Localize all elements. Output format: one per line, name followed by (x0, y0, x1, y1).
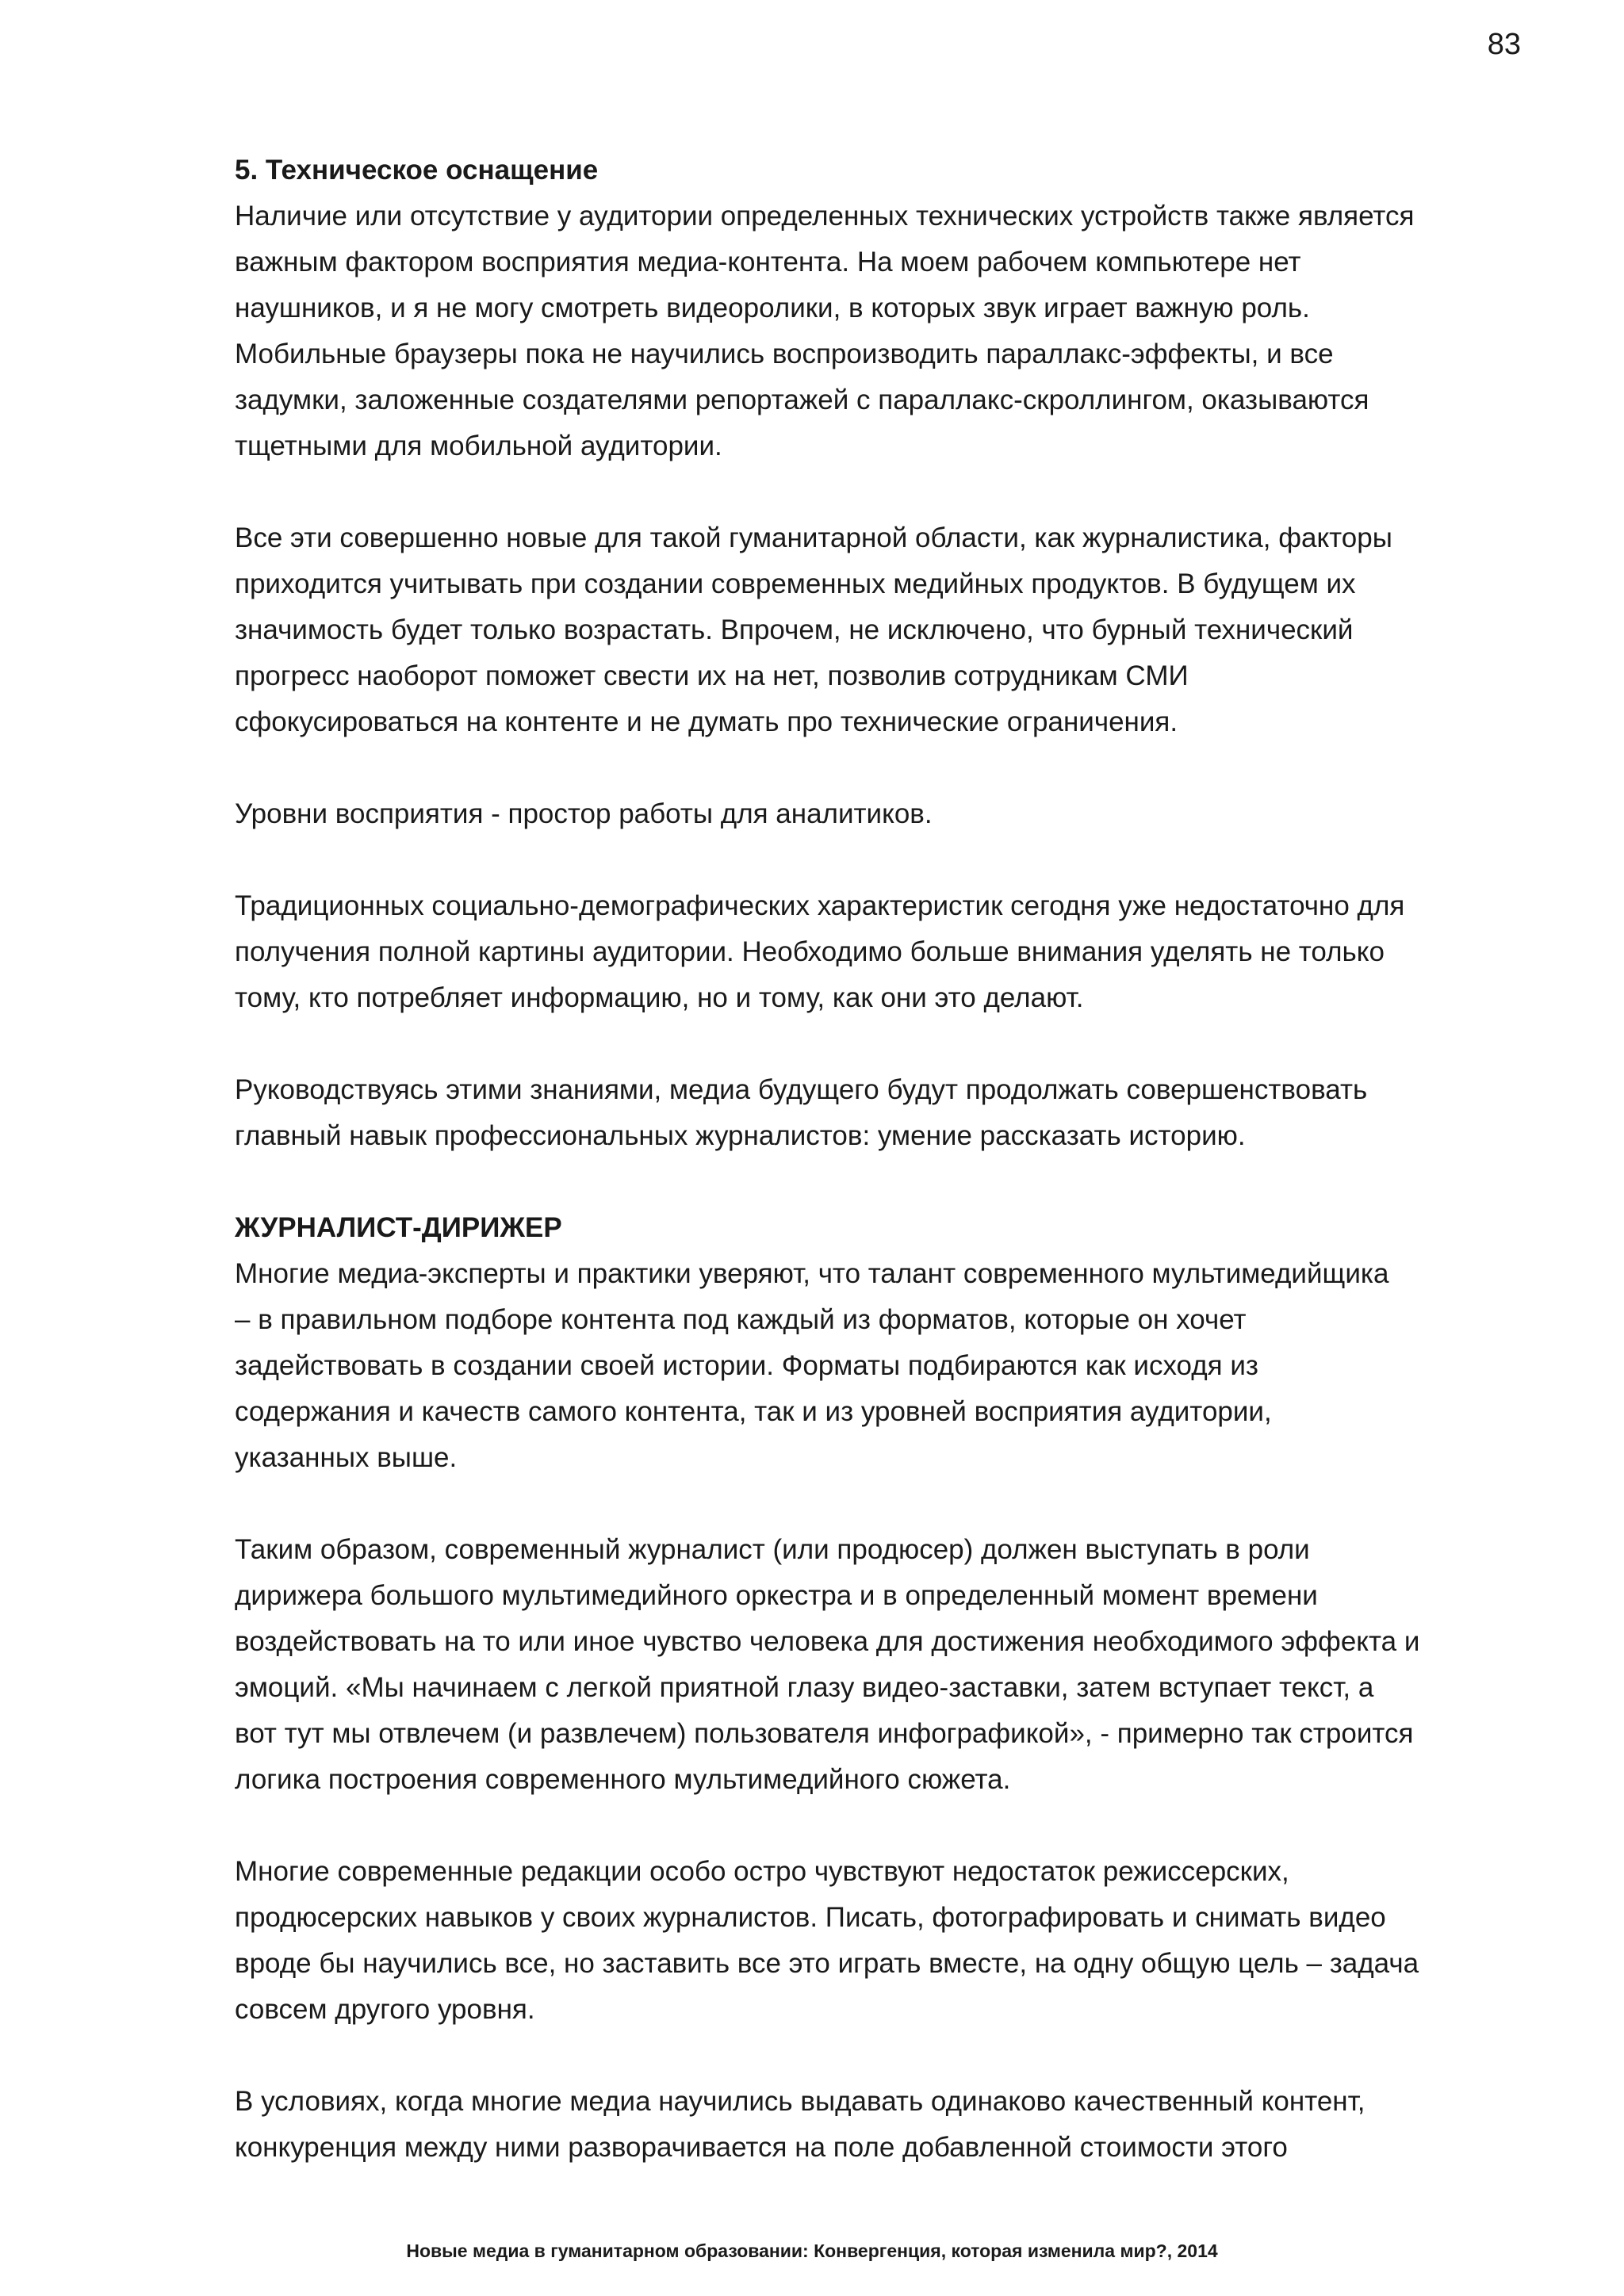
text-line: наушников, и я не могу смотреть видеоролики, в которых звук играет важную роль. (235, 293, 1310, 323)
text-line: Наличие или отсутствие у аудитории определенных технических устройств также является (235, 201, 1415, 232)
text-line: вот тут мы отвлечем (и развлечем) пользователя инфографикой», - примерно так строится (235, 1718, 1414, 1749)
paragraph-gap (235, 1803, 1532, 1849)
text-line: задействовать в создании своей истории. Форматы подбираются как исходя из (235, 1350, 1258, 1381)
section-heading: 5. Техническое оснащение (235, 155, 599, 186)
paragraph-gap (235, 1021, 1532, 1067)
text-line: Руководствуясь этими знаниями, медиа будущего будут продолжать совершенствовать (235, 1074, 1368, 1105)
text-line: дирижера большого мультимедийного оркестра и в определенный момент времени (235, 1580, 1318, 1611)
text-line: указанных выше. (235, 1442, 458, 1473)
paragraph-gap (235, 745, 1532, 791)
paragraph-gap (235, 2033, 1532, 2079)
section-heading: ЖУРНАЛИСТ-ДИРИЖЕР (235, 1212, 562, 1243)
text-line: эмоций. «Мы начинаем с легкой приятной глазу видео-заставки, затем вступает текст, а (235, 1672, 1374, 1703)
text-line: Таким образом, современный журналист (или продюсер) должен выступать в роли (235, 1534, 1310, 1565)
text-line: продюсерских навыков у своих журналистов. Писать, фотографировать и снимать видео (235, 1902, 1386, 1933)
page-number: 83 (1487, 28, 1521, 61)
paragraph-gap (235, 837, 1532, 883)
paragraph-gap (235, 1481, 1532, 1527)
document-body (235, 147, 1532, 2171)
text-line: главный навык профессиональных журналистов: умение рассказать историю. (235, 1120, 1246, 1151)
page-footer: Новые медиа в гуманитарном образовании: Конвергенция, которая изменила мир?, 2014 (406, 2241, 1218, 2261)
text-line: значимость будет только возрастать. Впрочем, не исключено, что бурный технический (235, 614, 1354, 645)
text-line: Уровни восприятия - простор работы для аналитиков. (235, 798, 933, 829)
paragraph-gap (235, 469, 1532, 515)
text-line: Мобильные браузеры пока не научились воспроизводить параллакс-эффекты, и все (235, 339, 1334, 369)
text-line: тщетными для мобильной аудитории. (235, 430, 722, 461)
text-line: прогресс наоборот поможет свести их на нет, позволив сотрудникам СМИ (235, 660, 1189, 691)
text-line: тому, кто потребляет информацию, но и тому, как они это делают. (235, 982, 1084, 1013)
text-line: вроде бы научились все, но заставить все это играть вместе, на одну общую цель – задача (235, 1948, 1419, 1979)
text-line: Все эти совершенно новые для такой гуманитарной области, как журналистика, факторы (235, 522, 1392, 553)
text-line: важным фактором восприятия медиа-контента. На моем рабочем компьютере нет (235, 247, 1301, 277)
text-line: Многие медиа-эксперты и практики уверяют, что талант современного мультимедийщика (235, 1258, 1389, 1289)
text-line: совсем другого уровня. (235, 1994, 535, 2025)
text-line: получения полной картины аудитории. Необходимо больше внимания уделять не только (235, 936, 1385, 967)
text-line: воздействовать на то или иное чувство человека для достижения необходимого эффекта и (235, 1626, 1420, 1657)
text-line: задумки, заложенные создателями репортажей с параллакс-скроллингом, оказываются (235, 385, 1369, 415)
text-line: содержания и качеств самого контента, так и из уровней восприятия аудитории, (235, 1396, 1272, 1427)
text-line: логика построения современного мультимедийного сюжета. (235, 1764, 1011, 1795)
text-line: сфокусироваться на контенте и не думать про технические ограничения. (235, 706, 1178, 737)
text-line: – в правильном подборе контента под каждый из форматов, которые он хочет (235, 1304, 1247, 1335)
text-line: Многие современные редакции особо остро чувствуют недостаток режиссерских, (235, 1856, 1289, 1887)
text-line: Традиционных социально-демографических характеристик сегодня уже недостаточно для (235, 890, 1405, 921)
text-line: приходится учитывать при создании современных медийных продуктов. В будущем их (235, 568, 1356, 599)
text-line: В условиях, когда многие медиа научились выдавать одинаково качественный контент, (235, 2086, 1365, 2117)
paragraph-gap (235, 1159, 1532, 1205)
text-line: конкуренция между ними разворачивается на поле добавленной стоимости этого (235, 2132, 1288, 2163)
